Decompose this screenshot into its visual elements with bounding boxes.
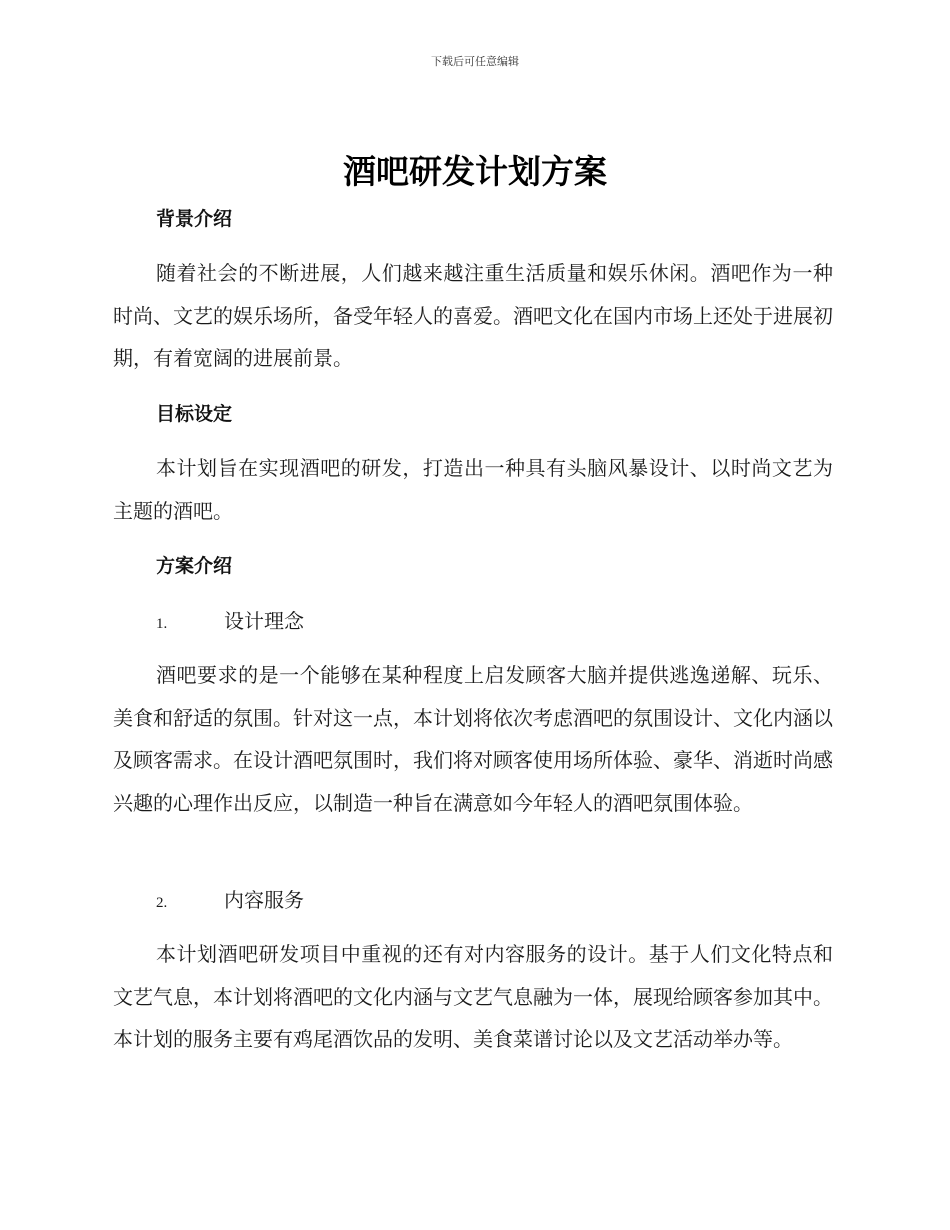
section-heading-background: 背景介绍 (156, 208, 233, 230)
page-header-note: 下载后可任意编辑 (431, 55, 519, 68)
list-item-number: 1. (156, 616, 168, 632)
list-item-label: 设计理念 (224, 609, 304, 633)
list-item-number: 2. (156, 895, 168, 911)
list-item-content-service (156, 885, 304, 915)
paragraph-content-service: 本计划酒吧研发项目中重视的还有对内容服务的设计。基于人们文化特点和文艺气息，本计划将酒吧的文化内涵与文艺气息融为一体，展现给顾客参加其中。本计划的服务主要有鸡尾酒饮品的发明、美食菜谱讨论以及文艺活动举办等。 (113, 942, 833, 1051)
list-item-label: 内容服务 (224, 888, 304, 912)
paragraph-design-concept: 酒吧要求的是一个能够在某种程度上启发顾客大脑并提供逃逸递解、玩乐、美食和舒适的氛围。针对这一点，本计划将依次考虑酒吧的氛围设计、文化内涵以及顾客需求。在设计酒吧氛围时，我们将对顾客使用场所体验、豪华、消逝时尚感兴趣的心理作出反应，以制造一种旨在满意如今年轻人的酒吧氛围体验。 (113, 663, 833, 815)
paragraph-goal: 本计划旨在实现酒吧的研发，打造出一种具有头脑风暴设计、以时尚文艺为主题的酒吧。 (113, 456, 833, 523)
document-title: 酒吧研发计划方案 (343, 152, 607, 191)
list-item-design-concept (156, 606, 304, 636)
paragraph-background: 随着社会的不断进展，人们越来越注重生活质量和娱乐休闲。酒吧作为一种时尚、文艺的娱乐场所，备受年轻人的喜爱。酒吧文化在国内市场上还处于进展初期，有着宽阔的进展前景。 (113, 261, 833, 370)
section-heading-goal: 目标设定 (156, 403, 233, 425)
section-heading-plan: 方案介绍 (156, 555, 233, 577)
